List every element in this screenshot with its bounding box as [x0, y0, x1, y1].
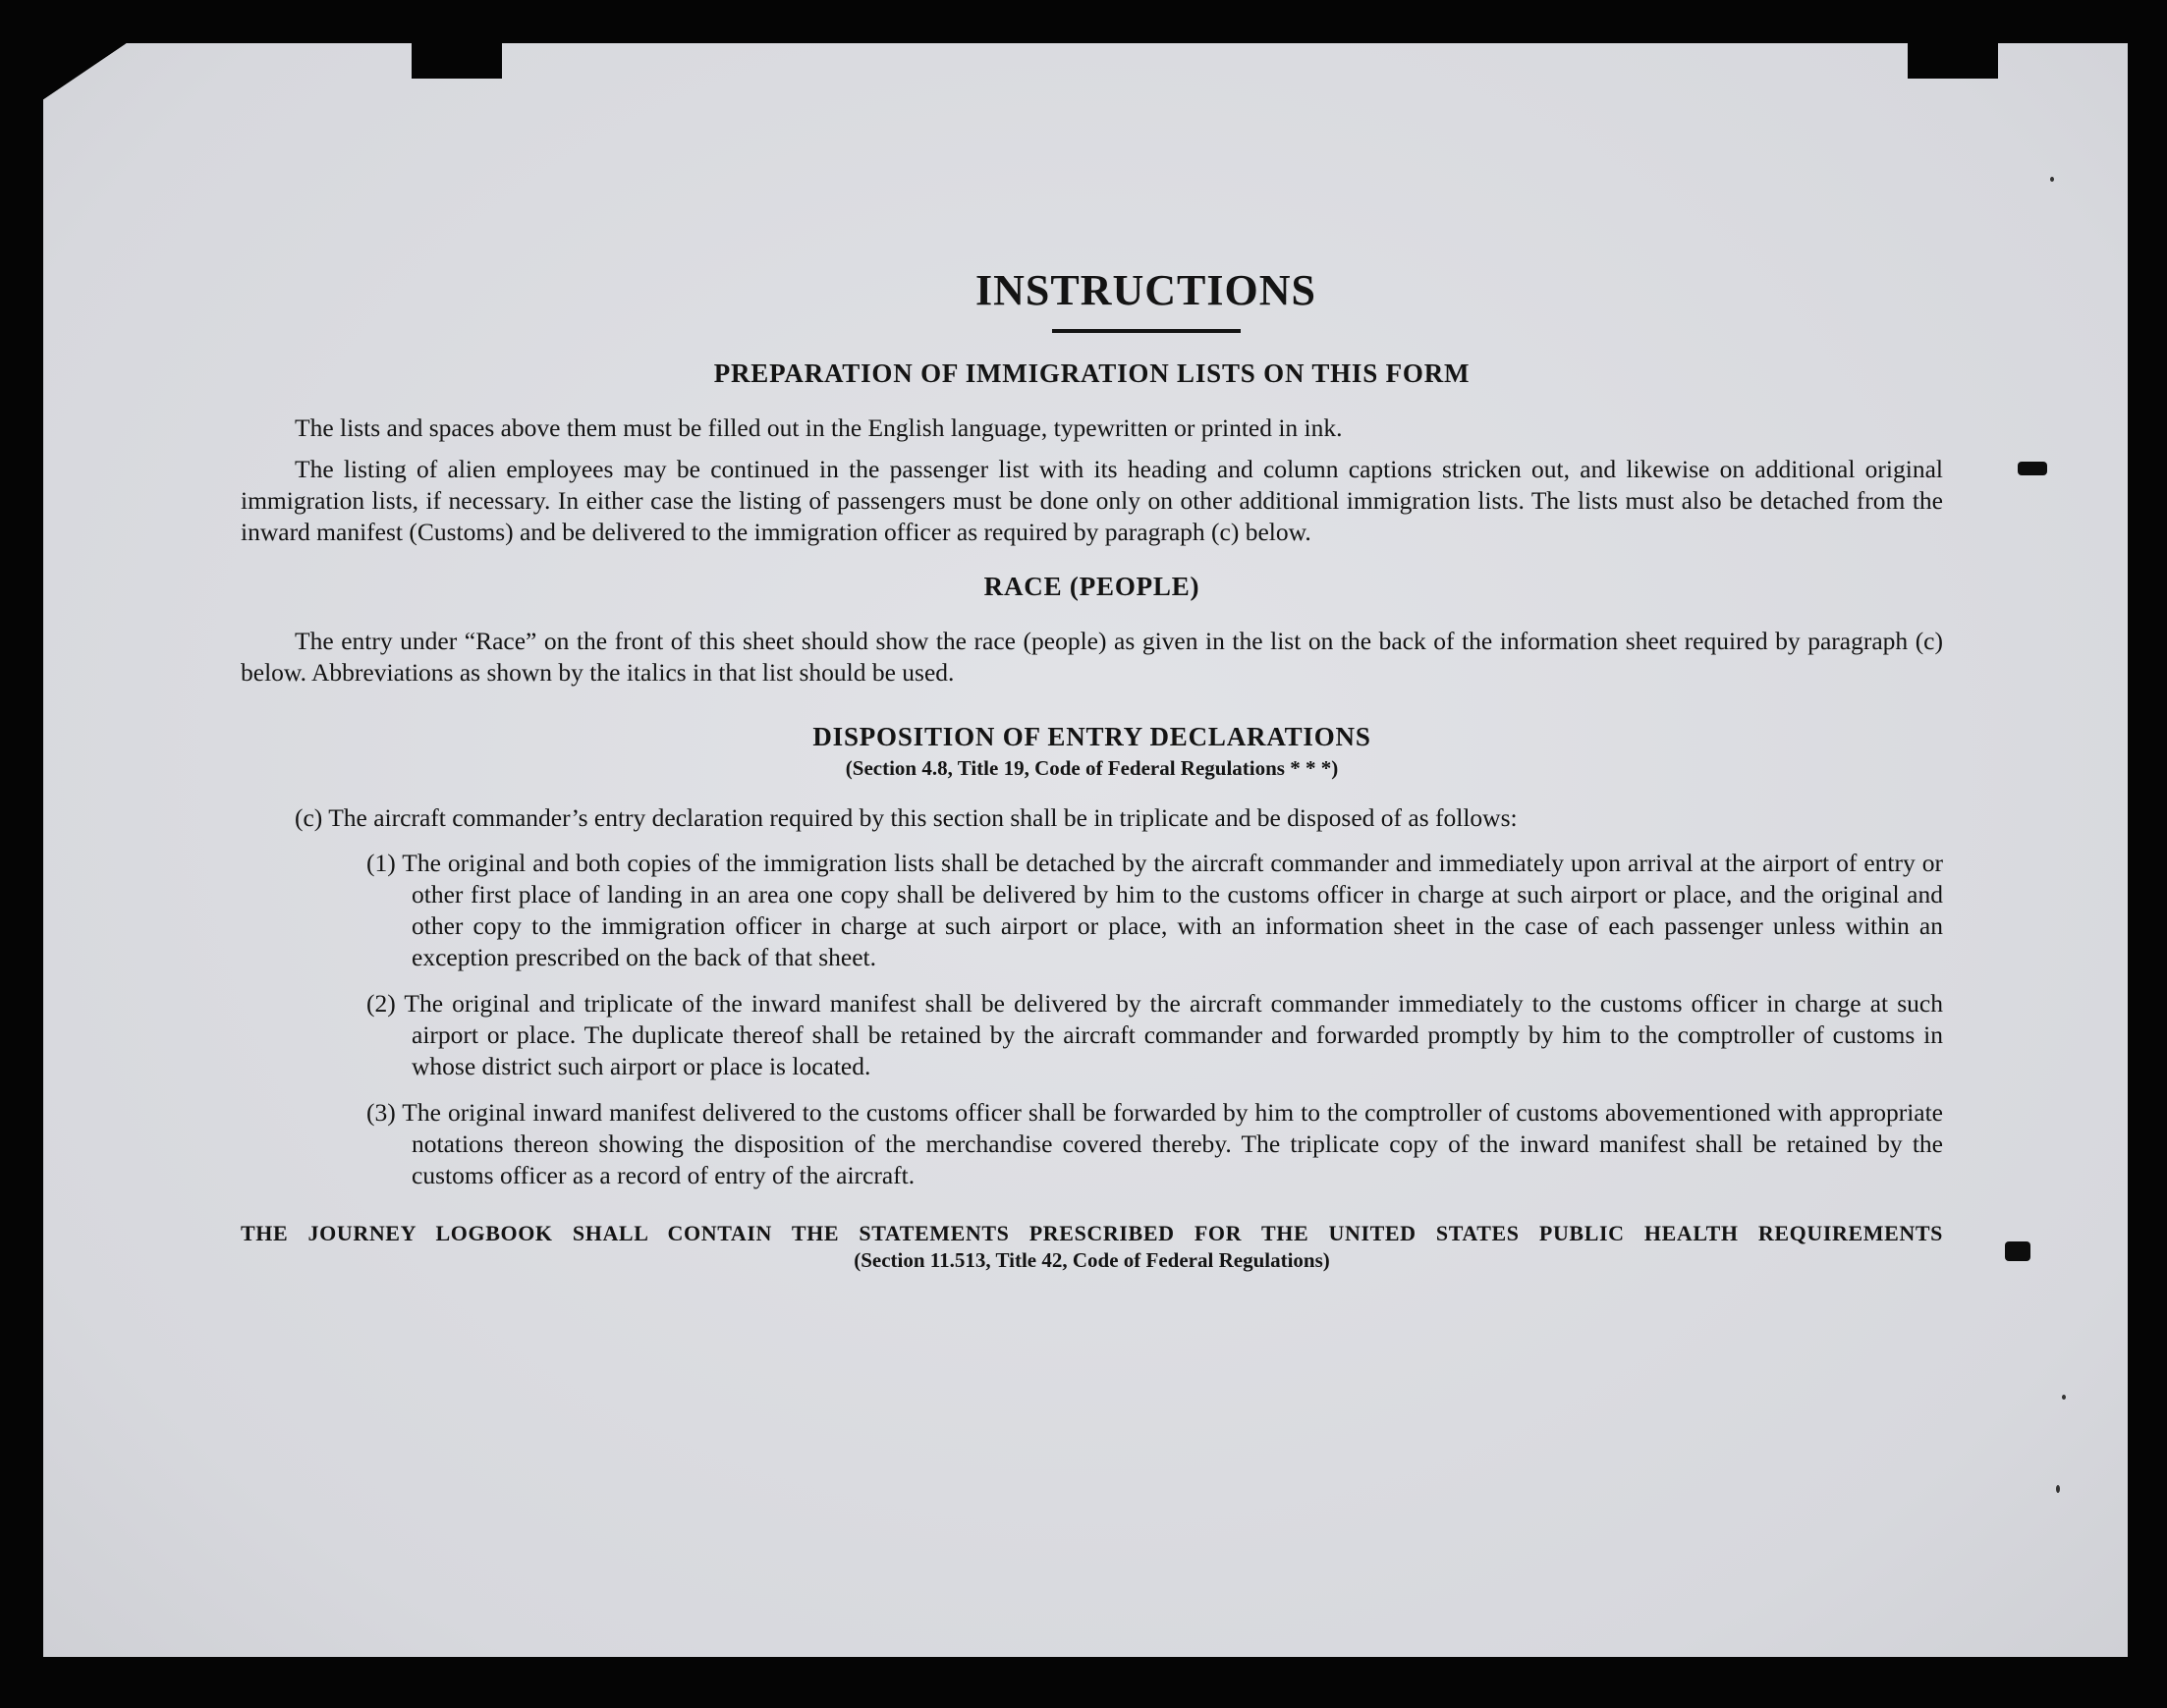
public-health-statement: THE JOURNEY LOGBOOK SHALL CONTAIN THE STATEMENTS PRESCRIBED FOR THE UNITED STATES PUBLIC HEALTH REQUIREMENTS — [241, 1221, 1943, 1245]
ink-mark-right-upper — [2018, 462, 2047, 475]
disposition-heading: DISPOSITION OF ENTRY DECLARATIONS — [812, 722, 1371, 751]
instructions-content — [241, 265, 1943, 1273]
speck — [2056, 1485, 2060, 1493]
punch-mark-left — [412, 39, 502, 79]
race-paragraph: The entry under “Race” on the front of this sheet should show the race (people) as given in the list on the back of the information sheet required by paragraph (c) below. Abbreviations as shown by the italics in that list should be used. — [241, 627, 1943, 687]
page-title: INSTRUCTIONS — [975, 266, 1316, 314]
preparation-paragraph-1: The lists and spaces above them must be filled out in the English language, typewritten or printed in ink. — [295, 413, 1343, 442]
race-heading: RACE (PEOPLE) — [983, 572, 1200, 601]
disposition-item-1: (1) The original and both copies of the immigration lists shall be detached by the aircraft commander and immediately upon arrival at the airport of entry or other first place of landing in an area one copy shall be delivered by him to the customs officer in charge at such airport or place, and the original and other copy to the immigration officer in charge at such airport or place, with an information sheet in the case of each passenger unless within an exception prescribed on the back of that sheet. — [366, 849, 1943, 971]
disposition-subheading: (Section 4.8, Title 19, Code of Federal Regulations * * *) — [845, 756, 1339, 780]
disposition-item-2: (2) The original and triplicate of the inward manifest shall be delivered by the aircraft commander immediately to the customs officer in charge at such airport or place. The duplicate thereof shall be retained by the aircraft commander and forwarded promptly by him to the comptroller of customs in whose district such airport or place is located. — [366, 989, 1943, 1080]
speck — [2062, 1395, 2066, 1400]
speck — [2050, 177, 2054, 182]
preparation-heading: PREPARATION OF IMMIGRATION LISTS ON THIS FORM — [713, 358, 1471, 388]
ink-mark-right-lower — [2005, 1241, 2030, 1261]
public-health-citation: (Section 11.513, Title 42, Code of Federal Regulations) — [854, 1248, 1330, 1272]
title-underline — [1052, 329, 1241, 333]
disposition-lead: (c) The aircraft commander’s entry declaration required by this section shall be in triplicate and be disposed of as follows: — [295, 803, 1518, 832]
preparation-paragraph-2: The listing of alien employees may be continued in the passenger list with its heading and column captions stricken out, and likewise on additional original immigration lists, if necessary. In either case the listing of passengers must be done only on other additional immigration lists. The lists must also be detached from the inward manifest (Customs) and be delivered to the immigration officer as required by paragraph (c) below. — [241, 455, 1943, 546]
disposition-item-3: (3) The original inward manifest delivered to the customs officer shall be forwarded by him to the comptroller of customs abovementioned with appropriate notations thereon showing the disposition of the merchandise covered thereby. The triplicate copy of the inward manifest shall be retained by the customs officer as a record of entry of the aircraft. — [366, 1098, 1943, 1189]
punch-mark-right — [1908, 39, 1998, 79]
